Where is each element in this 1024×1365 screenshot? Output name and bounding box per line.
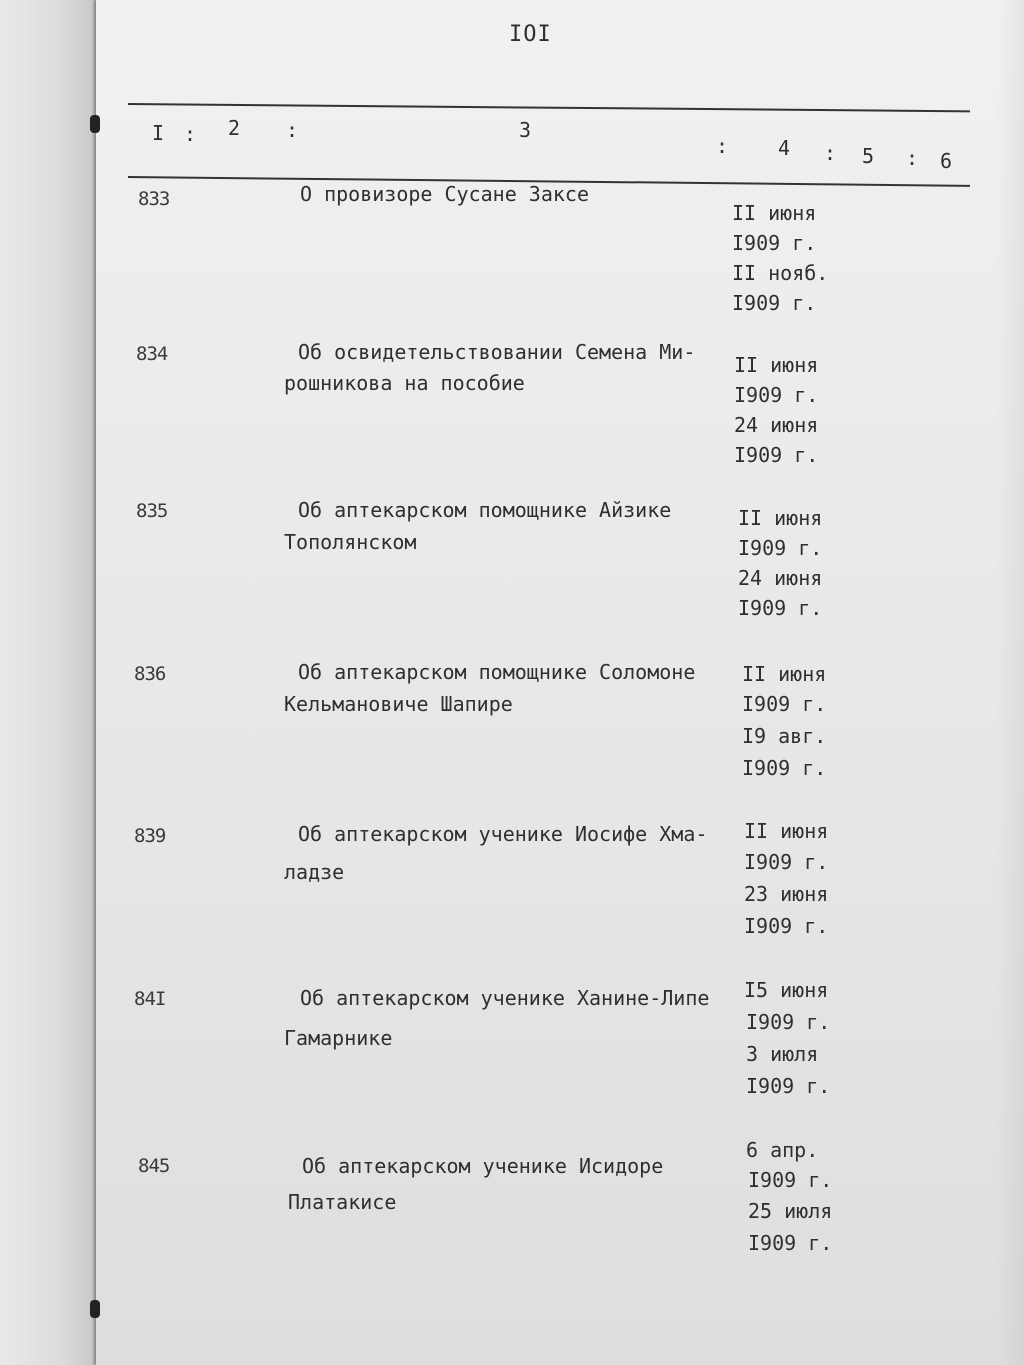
entry-title-line: Гамарнике — [284, 1026, 393, 1050]
entry-title-line: ладзе — [284, 860, 345, 884]
entry-date-line: I909 г. — [738, 536, 823, 560]
binding-hole — [90, 115, 100, 133]
column-separator: : — [824, 141, 837, 165]
entry-date-line: I909 г. — [734, 443, 819, 467]
entry-title-line: Об аптекарском помощнике Айзике — [298, 498, 672, 522]
entry-date-line: I909 г. — [734, 383, 819, 407]
column-header-3: 3 — [519, 118, 532, 142]
entry-title-line: Об аптекарском ученике Ханине-Липе — [300, 986, 710, 1010]
entry-title-line: Об аптекарском помощнике Соломоне — [298, 660, 696, 684]
column-header-5: 5 — [862, 144, 875, 168]
column-header-1: I — [152, 121, 165, 145]
entry-number: 833 — [138, 188, 170, 210]
entry-date-line: 25 июля — [748, 1199, 833, 1223]
entry-date-line: 23 июня — [744, 882, 829, 906]
page-number: IOI — [509, 22, 552, 47]
entry-date-line: II июня — [744, 819, 829, 843]
entry-date-line: I909 г. — [744, 914, 829, 938]
entry-title-line: О провизоре Сусане Заксе — [300, 182, 589, 206]
entry-date-line: 6 апр. — [746, 1138, 819, 1162]
column-header-4: 4 — [778, 136, 791, 160]
binding-hole — [90, 1300, 100, 1318]
column-header-6: 6 — [940, 149, 953, 173]
table-rule-top — [128, 103, 970, 112]
entry-title-line: Об освидетельствовании Семена Ми- — [298, 340, 696, 364]
entry-number: 845 — [138, 1155, 170, 1177]
entry-date-line: 24 июня — [734, 413, 819, 437]
entry-number: 835 — [136, 500, 168, 522]
entry-number: 84I — [134, 988, 166, 1010]
entry-title-line: рошникова на пособие — [284, 371, 525, 395]
entry-number: 834 — [136, 343, 168, 365]
entry-date-line: I909 г. — [746, 1074, 831, 1098]
column-separator: : — [716, 134, 729, 158]
entry-date-line: II июня — [738, 506, 823, 530]
entry-date-line: I9 авг. — [742, 724, 827, 748]
column-header-2: 2 — [228, 116, 241, 140]
entry-title-line: Кельмановиче Шапире — [284, 692, 513, 716]
entry-title-line: Об аптекарском ученике Иосифе Хма- — [298, 822, 708, 846]
entry-date-line: I909 г. — [748, 1168, 833, 1192]
entry-date-line: I909 г. — [738, 596, 823, 620]
entry-date-line: II июня — [742, 662, 827, 686]
entry-date-line: 3 июля — [746, 1042, 819, 1066]
entry-date-line: I909 г. — [732, 291, 817, 315]
entry-date-line: I909 г. — [742, 756, 827, 780]
entry-date-line: II нояб. — [732, 261, 829, 285]
entry-date-line: I909 г. — [744, 850, 829, 874]
previous-page-edge — [0, 0, 100, 1365]
column-separator: : — [286, 118, 299, 142]
entry-date-line: I909 г. — [748, 1231, 833, 1255]
entry-number: 839 — [134, 825, 166, 847]
entry-date-line: I909 г. — [732, 231, 817, 255]
entry-date-line: II июня — [734, 353, 819, 377]
column-separator: : — [184, 122, 197, 146]
entry-date-line: I5 июня — [744, 978, 829, 1002]
page-edge-shadow — [996, 0, 1024, 1365]
document-page — [96, 0, 1024, 1365]
entry-date-line: I909 г. — [742, 692, 827, 716]
column-separator: : — [906, 146, 919, 170]
entry-title-line: Платакисе — [288, 1190, 397, 1214]
entry-number: 836 — [134, 663, 166, 685]
entry-title-line: Об аптекарском ученике Исидоре — [302, 1154, 664, 1178]
entry-date-line: I909 г. — [746, 1010, 831, 1034]
entry-date-line: II июня — [732, 201, 817, 225]
entry-date-line: 24 июня — [738, 566, 823, 590]
entry-title-line: Тополянском — [284, 530, 417, 554]
